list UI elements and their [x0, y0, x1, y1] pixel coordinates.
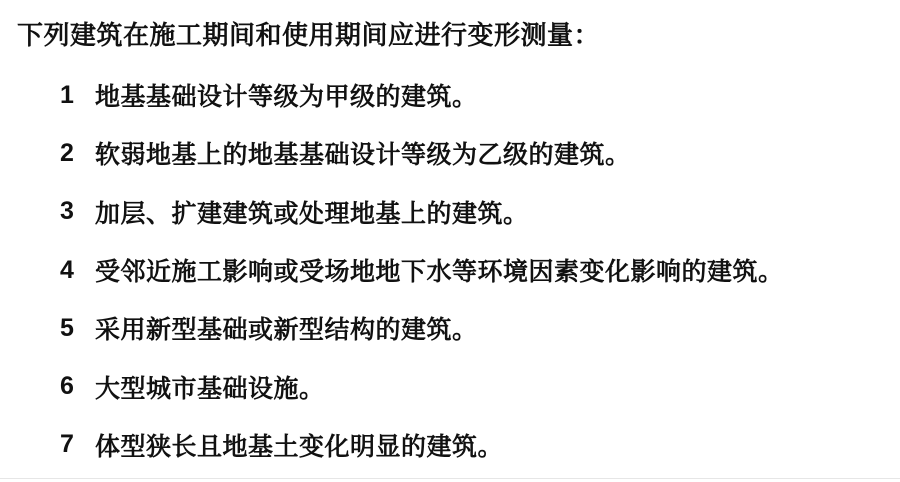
list-item — [0, 124, 900, 182]
list-item-text: 采用新型基础或新型结构的建筑。 — [95, 316, 478, 345]
list-item-number: 3 — [60, 197, 75, 226]
list-item — [0, 183, 900, 241]
list-item-number: 5 — [60, 313, 75, 342]
list-item — [0, 357, 900, 415]
list-item-text: 软弱地基上的地基基础设计等级为乙级的建筑。 — [95, 141, 631, 170]
list-item-number: 6 — [60, 372, 75, 401]
page-title: 下列建筑在施工期间和使用期间应进行变形测量： — [17, 20, 601, 50]
list-item-text: 地基基础设计等级为甲级的建筑。 — [95, 83, 478, 112]
list-item-text: 体型狭长且地基土变化明显的建筑。 — [95, 432, 504, 461]
list-item-text: 加层、扩建建筑或处理地基上的建筑。 — [95, 199, 529, 228]
list-item — [0, 416, 900, 474]
list-item-number: 1 — [60, 80, 75, 109]
list-item-number: 2 — [60, 138, 75, 167]
list-item-number: 4 — [60, 255, 75, 284]
list-item-text: 受邻近施工影响或受场地地下水等环境因素变化影响的建筑。 — [95, 258, 784, 287]
list-item — [0, 299, 900, 357]
numbered-list — [0, 66, 900, 474]
list-item-number: 7 — [60, 430, 75, 459]
list-item-text: 大型城市基础设施。 — [95, 374, 325, 403]
bottom-divider — [0, 478, 900, 479]
list-item — [0, 241, 900, 299]
list-item — [0, 66, 900, 124]
